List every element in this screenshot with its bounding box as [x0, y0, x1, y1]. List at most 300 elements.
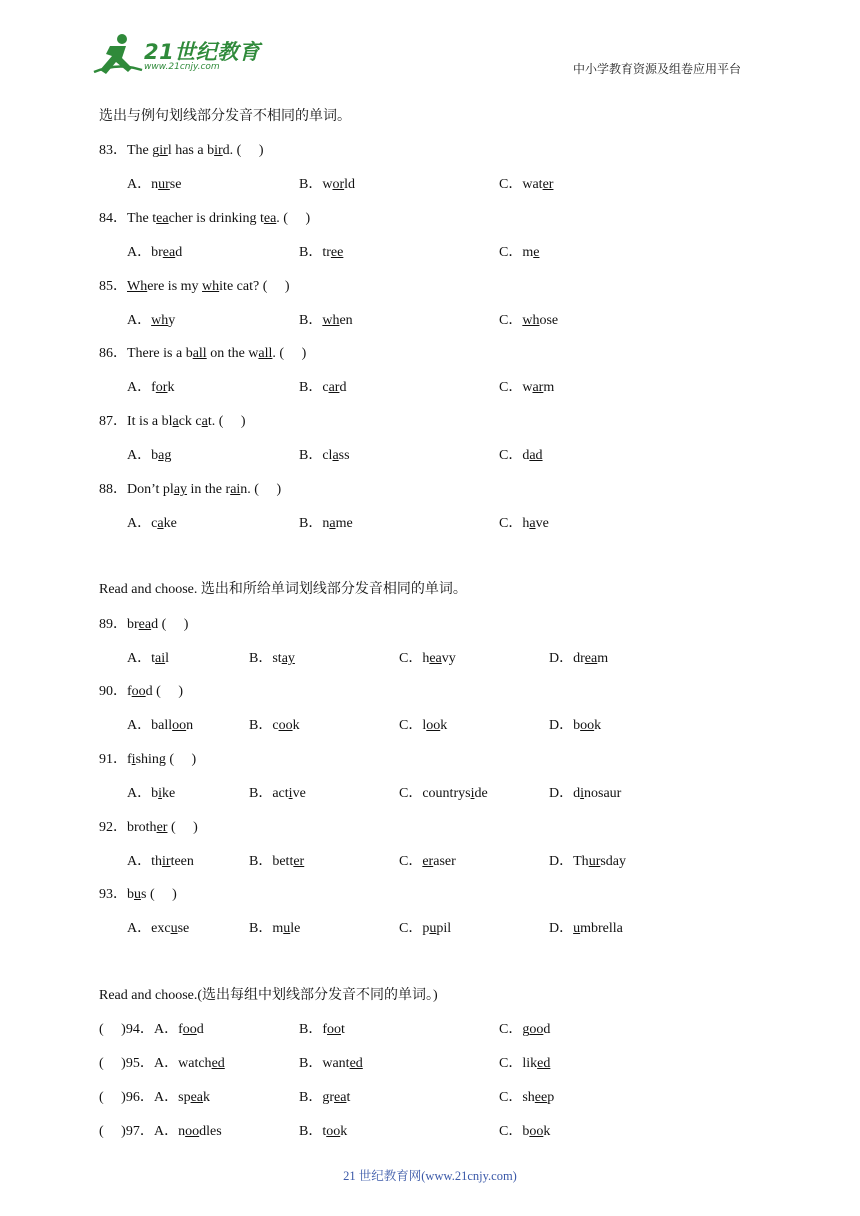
section-2-instruction: Read and choose. 选出和所给单词划线部分发音相同的单词。: [99, 582, 467, 597]
option-text: p: [422, 921, 430, 936]
option-letter: C．: [499, 313, 523, 328]
underlined-segment: ir: [162, 854, 171, 869]
question-number: ( )96．: [99, 1090, 154, 1105]
stem-text: Don’t pl: [127, 482, 174, 497]
runner-logo-icon: [92, 32, 144, 78]
option-text: watch: [178, 1056, 212, 1071]
option-a[interactable]: [127, 173, 181, 193]
underlined-segment: u: [429, 921, 437, 936]
option-text: k: [440, 718, 448, 733]
option-text: lik: [522, 1056, 538, 1071]
footer: 21 世纪教育网(www.21cnjy.com): [343, 1169, 517, 1183]
question-stem: [99, 1052, 154, 1072]
underlined-segment: ea: [138, 617, 152, 632]
option-letter: C．: [499, 1090, 523, 1105]
option-a[interactable]: [127, 376, 174, 396]
option-text: m: [543, 380, 555, 395]
question-number: 91．: [99, 752, 127, 767]
option-text: m: [272, 921, 284, 936]
option-text: t: [322, 1124, 327, 1139]
option-d[interactable]: [549, 917, 623, 937]
option-letter: C．: [499, 1022, 523, 1037]
option-letter: D．: [549, 786, 574, 801]
underlined-segment: er: [293, 854, 305, 869]
underlined-segment: oo: [185, 1124, 200, 1139]
option-text: c: [322, 380, 329, 395]
question-stem: [99, 342, 306, 362]
option-letter: A．: [127, 854, 152, 869]
option-letter: B．: [299, 1056, 323, 1071]
option-d[interactable]: [549, 647, 608, 667]
stem-text: . ( ): [276, 211, 311, 226]
option-a[interactable]: [127, 444, 171, 464]
option-text: m: [597, 651, 609, 666]
underlined-segment: a: [172, 414, 179, 429]
question-number: ( )97．: [99, 1124, 154, 1139]
logo-text: 21世纪教育: [144, 40, 261, 64]
option-text: wat: [522, 177, 543, 192]
option-text: de: [474, 786, 488, 801]
underlined-segment: a: [332, 448, 339, 463]
option-c[interactable]: [399, 647, 456, 667]
option-a[interactable]: [127, 714, 193, 734]
question-number: 88．: [99, 482, 127, 497]
option-letter: C．: [499, 1124, 523, 1139]
logo-url: www.21cnjy.com: [144, 62, 220, 72]
option-text: ke: [163, 516, 177, 531]
underlined-segment: ar: [328, 380, 340, 395]
option-text: b: [573, 718, 581, 733]
stem-text: t. ( ): [207, 414, 246, 429]
stem-text: in the r: [187, 482, 231, 497]
underlined-segment: ai: [230, 482, 241, 497]
underlined-segment: ag: [158, 448, 172, 463]
underlined-segment: a: [329, 516, 336, 531]
option-letter: A．: [154, 1124, 179, 1139]
option-text: br: [151, 245, 163, 260]
option-text: m: [522, 245, 534, 260]
question-number: 87．: [99, 414, 127, 429]
underlined-segment: wh: [522, 313, 540, 328]
option-text: h: [422, 651, 430, 666]
option-a[interactable]: [127, 850, 194, 870]
underlined-segment: ur: [158, 177, 170, 192]
underlined-segment: oo: [327, 1022, 342, 1037]
option-a[interactable]: [127, 512, 177, 532]
option-text: k: [594, 718, 602, 733]
underlined-segment: oo: [131, 684, 146, 699]
underlined-segment: u: [283, 921, 291, 936]
option-letter: C．: [499, 1056, 523, 1071]
option-text: g: [522, 1022, 530, 1037]
option-letter: C．: [399, 651, 423, 666]
underlined-segment: all: [258, 346, 273, 361]
option-text: h: [522, 516, 530, 531]
stem-text: on the w: [206, 346, 259, 361]
option-letter: B．: [299, 1022, 323, 1037]
underlined-segment: u: [134, 887, 141, 902]
stem-text: There is a b: [127, 346, 193, 361]
option-a[interactable]: [154, 1120, 222, 1140]
underlined-segment: i: [470, 786, 475, 801]
option-letter: A．: [127, 380, 152, 395]
option-text: k: [340, 1124, 348, 1139]
underlined-segment: ea: [156, 211, 169, 226]
option-a[interactable]: [154, 1018, 204, 1038]
question-stem: [99, 1120, 154, 1140]
option-letter: C．: [499, 177, 523, 192]
option-b[interactable]: [249, 714, 300, 734]
underlined-segment: a: [529, 516, 536, 531]
option-letter: C．: [499, 380, 523, 395]
stem-text: l has a b: [167, 143, 215, 158]
option-c[interactable]: [499, 1086, 554, 1106]
option-text: ve: [535, 516, 549, 531]
option-text: c: [151, 516, 158, 531]
underlined-segment: u: [573, 921, 581, 936]
stem-text: br: [127, 617, 139, 632]
option-text: th: [151, 854, 163, 869]
stem-text: The g: [127, 143, 160, 158]
question-number: ( )94．: [99, 1022, 154, 1037]
option-letter: C．: [499, 516, 523, 531]
option-c[interactable]: [499, 444, 543, 464]
option-text: d: [543, 1022, 551, 1037]
option-c[interactable]: [399, 850, 456, 870]
option-text: k: [167, 380, 175, 395]
question-number: 83．: [99, 143, 127, 158]
underlined-segment: ea: [263, 211, 277, 226]
option-text: w: [322, 177, 333, 192]
underlined-segment: ed: [537, 1056, 551, 1071]
question-number: 93．: [99, 887, 127, 902]
option-c[interactable]: [499, 1052, 550, 1072]
stem-text: n. ( ): [240, 482, 282, 497]
section-1-instruction: 选出与例句划线部分发音不相同的单词。: [99, 109, 351, 124]
option-text: n: [186, 718, 194, 733]
question-number: ( )95．: [99, 1056, 154, 1071]
option-letter: B．: [249, 921, 273, 936]
stem-text: The t: [127, 211, 157, 226]
option-text: d: [196, 1022, 204, 1037]
underlined-segment: Wh: [127, 279, 148, 294]
option-text: d: [573, 786, 581, 801]
question-number: 92．: [99, 820, 127, 835]
question-stem: [99, 410, 246, 430]
stem-text: b: [127, 887, 134, 902]
option-text: dr: [573, 651, 585, 666]
question-number: 86．: [99, 346, 127, 361]
question-number: 84．: [99, 211, 127, 226]
stem-text: cher is drinking t: [168, 211, 264, 226]
underlined-segment: er: [542, 177, 554, 192]
underlined-segment: i: [158, 786, 163, 801]
underlined-segment: ee: [330, 245, 344, 260]
underlined-segment: wh: [151, 313, 169, 328]
option-text: ke: [162, 786, 176, 801]
header-platform-text: 中小学教育资源及组卷应用平台: [573, 62, 742, 76]
underlined-segment: ar: [532, 380, 544, 395]
option-text: l: [422, 718, 427, 733]
underlined-segment: a: [201, 414, 208, 429]
underlined-segment: oo: [529, 1022, 544, 1037]
option-text: sday: [600, 854, 627, 869]
option-text: k: [543, 1124, 551, 1139]
underlined-segment: e: [533, 245, 540, 260]
underlined-segment: ad: [529, 448, 543, 463]
option-letter: A．: [154, 1090, 179, 1105]
option-letter: B．: [249, 786, 273, 801]
option-letter: C．: [499, 448, 523, 463]
underlined-segment: ea: [162, 245, 176, 260]
question-number: 89．: [99, 617, 127, 632]
option-text: t: [341, 1022, 345, 1037]
question-number: 90．: [99, 684, 127, 699]
option-letter: A．: [127, 313, 152, 328]
option-text: st: [272, 651, 282, 666]
option-text: teen: [170, 854, 194, 869]
option-text: ve: [292, 786, 306, 801]
option-text: le: [290, 921, 301, 936]
option-text: Th: [573, 854, 589, 869]
option-c[interactable]: [399, 714, 447, 734]
underlined-segment: ed: [211, 1056, 225, 1071]
underlined-segment: i: [288, 786, 293, 801]
option-letter: B．: [299, 1090, 323, 1105]
option-text: exc: [151, 921, 171, 936]
logo: [92, 30, 262, 80]
option-text: p: [547, 1090, 555, 1105]
option-letter: A．: [127, 718, 152, 733]
option-c[interactable]: [499, 1120, 550, 1140]
option-b[interactable]: [299, 173, 355, 193]
option-c[interactable]: [499, 1018, 550, 1038]
option-text: b: [151, 448, 159, 463]
underlined-segment: er: [156, 820, 168, 835]
option-c[interactable]: [399, 917, 451, 937]
stem-text: . ( ): [272, 346, 307, 361]
option-text: se: [169, 177, 182, 192]
option-text: w: [522, 380, 533, 395]
option-b[interactable]: [299, 376, 346, 396]
option-b[interactable]: [299, 444, 350, 464]
option-letter: B．: [299, 177, 323, 192]
underlined-segment: or: [332, 177, 345, 192]
underlined-segment: oo: [182, 1022, 197, 1037]
question-stem: [99, 1086, 154, 1106]
option-b[interactable]: [299, 512, 353, 532]
option-text: dles: [199, 1124, 222, 1139]
option-text: n: [322, 516, 330, 531]
option-b[interactable]: [299, 1018, 345, 1038]
option-text: k: [203, 1090, 211, 1105]
option-letter: A．: [127, 177, 152, 192]
option-b[interactable]: [249, 850, 304, 870]
stem-text: ck c: [178, 414, 202, 429]
option-a[interactable]: [127, 241, 182, 261]
question-stem: [99, 816, 198, 836]
underlined-segment: ea: [584, 651, 598, 666]
option-b[interactable]: [299, 1052, 363, 1072]
underlined-segment: i: [131, 752, 136, 767]
question-stem: [99, 1018, 154, 1038]
option-letter: A．: [154, 1022, 179, 1037]
option-text: aser: [433, 854, 456, 869]
underlined-segment: ea: [429, 651, 442, 666]
option-b[interactable]: [299, 241, 343, 261]
underlined-segment: oo: [172, 718, 187, 733]
question-stem: [99, 748, 196, 768]
option-text: f: [178, 1022, 183, 1037]
option-letter: D．: [549, 921, 574, 936]
option-text: countrys: [422, 786, 471, 801]
underlined-segment: ur: [588, 854, 601, 869]
option-text: c: [272, 718, 279, 733]
stem-text: ere is my: [147, 279, 203, 294]
option-text: sh: [522, 1090, 535, 1105]
option-letter: A．: [127, 245, 152, 260]
option-text: ball: [151, 718, 173, 733]
option-text: pil: [436, 921, 452, 936]
underlined-segment: ir: [214, 143, 223, 158]
option-letter: A．: [127, 516, 152, 531]
stem-text: It is a bl: [127, 414, 173, 429]
question-number: 85．: [99, 279, 127, 294]
option-a[interactable]: [154, 1086, 210, 1106]
option-b[interactable]: [249, 917, 300, 937]
option-text: vy: [441, 651, 456, 666]
option-a[interactable]: [127, 917, 189, 937]
option-letter: B．: [249, 651, 273, 666]
option-text: b: [522, 1124, 530, 1139]
option-text: ose: [539, 313, 559, 328]
underlined-segment: wh: [202, 279, 220, 294]
stem-text: broth: [127, 820, 157, 835]
option-letter: B．: [249, 718, 273, 733]
option-b[interactable]: [249, 782, 306, 802]
option-text: gr: [322, 1090, 335, 1105]
option-d[interactable]: [549, 782, 621, 802]
underlined-segment: wh: [322, 313, 340, 328]
underlined-segment: all: [192, 346, 207, 361]
option-text: y: [168, 313, 176, 328]
option-b[interactable]: [299, 309, 353, 329]
option-letter: D．: [549, 651, 574, 666]
question-stem: [99, 883, 177, 903]
stem-text: ( ): [167, 820, 198, 835]
option-c[interactable]: [399, 782, 488, 802]
underlined-segment: ea: [190, 1090, 204, 1105]
option-a[interactable]: [127, 782, 175, 802]
underlined-segment: oo: [529, 1124, 544, 1139]
option-letter: B．: [299, 1124, 323, 1139]
option-c[interactable]: [499, 241, 539, 261]
option-text: t: [151, 651, 156, 666]
option-c[interactable]: [499, 309, 558, 329]
option-letter: C．: [399, 854, 423, 869]
option-text: l: [165, 651, 170, 666]
question-stem: [99, 207, 310, 227]
option-text: b: [151, 786, 159, 801]
underlined-segment: ir: [159, 143, 168, 158]
option-text: sp: [178, 1090, 191, 1105]
option-text: d: [339, 380, 347, 395]
question-stem: [99, 680, 183, 700]
stem-text: shing ( ): [135, 752, 197, 767]
option-text: mbrella: [580, 921, 623, 936]
section-3-instruction: Read and choose.(选出每组中划线部分发音不同的单词。): [99, 988, 438, 1003]
option-letter: C．: [399, 786, 423, 801]
option-text: want: [322, 1056, 350, 1071]
underlined-segment: ay: [281, 651, 295, 666]
underlined-segment: oo: [580, 718, 595, 733]
option-a[interactable]: [127, 647, 169, 667]
option-b[interactable]: [299, 1120, 347, 1140]
option-letter: A．: [127, 448, 152, 463]
option-a[interactable]: [154, 1052, 225, 1072]
option-text: n: [151, 177, 159, 192]
option-text: n: [178, 1124, 186, 1139]
option-text: me: [335, 516, 353, 531]
option-c[interactable]: [499, 512, 549, 532]
option-text: d: [522, 448, 530, 463]
option-letter: B．: [249, 854, 273, 869]
option-b[interactable]: [249, 647, 295, 667]
option-text: k: [292, 718, 300, 733]
stem-text: s ( ): [141, 887, 177, 902]
question-stem: [99, 478, 281, 498]
stem-text: d ( ): [151, 617, 189, 632]
stem-text: f: [127, 752, 132, 767]
stem-text: d. ( ): [222, 143, 264, 158]
underlined-segment: oo: [326, 1124, 341, 1139]
option-d[interactable]: [549, 850, 626, 870]
stem-text: f: [127, 684, 132, 699]
option-letter: A．: [154, 1056, 179, 1071]
option-text: f: [151, 380, 156, 395]
option-text: ss: [338, 448, 350, 463]
underlined-segment: ee: [534, 1090, 548, 1105]
option-letter: D．: [549, 854, 574, 869]
option-letter: C．: [499, 245, 523, 260]
option-letter: A．: [127, 786, 152, 801]
option-text: t: [346, 1090, 351, 1105]
underlined-segment: a: [157, 516, 164, 531]
option-text: d: [175, 245, 183, 260]
option-letter: A．: [127, 651, 152, 666]
underlined-segment: ea: [334, 1090, 347, 1105]
option-text: se: [177, 921, 190, 936]
question-stem: [99, 275, 290, 295]
option-c[interactable]: [499, 376, 554, 396]
question-stem: [99, 139, 263, 159]
underlined-segment: ay: [173, 482, 188, 497]
option-text: cl: [322, 448, 333, 463]
option-letter: C．: [399, 921, 423, 936]
option-letter: B．: [299, 380, 323, 395]
underlined-segment: u: [170, 921, 178, 936]
option-a[interactable]: [127, 309, 175, 329]
question-stem: [99, 613, 188, 633]
option-c[interactable]: [499, 173, 553, 193]
underlined-segment: oo: [278, 718, 293, 733]
option-d[interactable]: [549, 714, 601, 734]
stem-text: ite cat? ( ): [219, 279, 290, 294]
option-letter: A．: [127, 921, 152, 936]
option-text: nosaur: [584, 786, 622, 801]
underlined-segment: or: [155, 380, 168, 395]
option-b[interactable]: [299, 1086, 350, 1106]
